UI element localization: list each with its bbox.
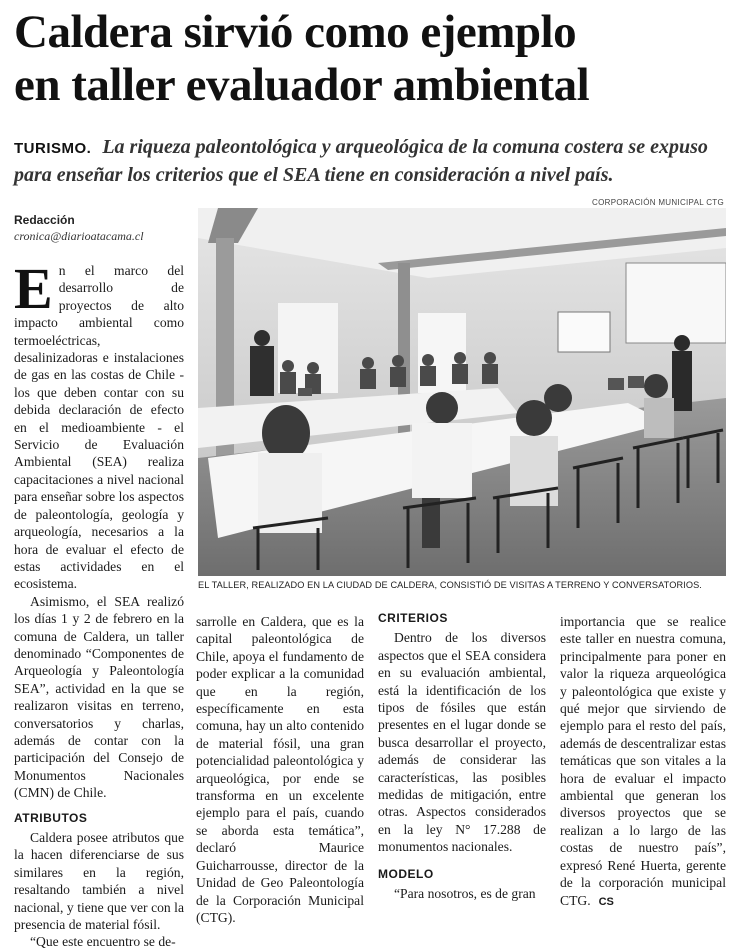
drop-cap: E xyxy=(14,256,53,321)
paragraph: “Que este encuentro se de- xyxy=(30,934,176,950)
headline-line-1: Caldera sirvió como ejemplo xyxy=(14,6,577,58)
photo-illustration xyxy=(198,208,726,576)
article-photo xyxy=(198,208,726,576)
column-4 xyxy=(560,613,726,911)
subhead-criterios: CRITERIOS xyxy=(378,611,448,625)
headline-line-2: en taller evaluador ambiental xyxy=(14,59,590,111)
deck xyxy=(14,134,726,188)
photo-caption: EL TALLER, REALIZADO EN LA CIUDAD DE CALDERA, CONSISTIÓ DE VISITAS A TERRENO Y CONVERSATORIOS. xyxy=(198,580,702,590)
subhead-atributos: ATRIBUTOS xyxy=(14,810,88,825)
author-email[interactable]: cronica@diarioatacama.cl xyxy=(14,229,144,243)
paragraph-intro xyxy=(14,256,184,593)
subhead-modelo: MODELO xyxy=(378,866,434,881)
paragraph: Caldera posee atributos que la hacen diferenciarse de sus similares en la región, resaltando también a nivel nacional, y tiene que ver con la presencia de material fósil. xyxy=(14,830,184,933)
paragraph: sarrolle en Caldera, que es la capital paleontológica de Chile, apoya el fundamento de poder explicar a la comunidad que en la región, específicamente en esta comuna, hay un alto contenido de material fósil, una gran potencialidad paleontológica y arqueológica, por ende se transforma en un excelente ejemplo para el país, cuando se aborda esta temática”, declaró Maurice Guicharrousse, director de la Unidad de Geo Paleontología de la Corporación Municipal (CTG). xyxy=(196,614,364,925)
deck-text: La riqueza paleontológica y arqueológica de la comuna costera se expuso para enseñar los criterios que el SEA tiene en consideración a nivel país. xyxy=(14,136,708,186)
column-3 xyxy=(378,604,546,903)
paragraph: Asimismo, el SEA realizó los días 1 y 2 de febrero en la comuna de Caldera, un taller denominado “Componentes de Arqueología y Paleontología SEA”, actividad en la que se realizaron visitas en terreno, conversatorios y charlas, además de contar con la participación del Consejo de Monumentos Nacionales (CMN) de Chile. xyxy=(14,593,184,801)
photo-credit: CORPORACIÓN MUNICIPAL CTG xyxy=(592,198,724,207)
intro-text: n el marco del desarrollo de proyectos de alto impacto ambiental como termoeléctricas, desalinizadoras e instalaciones de gas en las costas de Chile - los que deben contar con su debida declaración de efecto en el medioambiente - el Servicio de Evaluación Ambiental (SEA) realiza capacitaciones a nivel nacional para enseñar sobre los aspectos de paleontología, geología y arqueología, necesarios a la hora de evaluar el efecto de estas actividades en el ecosistema. xyxy=(14,263,184,592)
paragraph xyxy=(560,613,726,911)
paragraph: Dentro de los diversos aspectos que el SEA considera en su evaluación ambiental, está la identificación de los tipos de fósiles que están presentes en el lugar donde se busca desarrollar el proyecto, además de considerar las características, las posibles medidas de mitigación, entre otras. Aspectos considerados en la ley N° 17.288 de monumentos nacionales. xyxy=(378,630,546,855)
headline xyxy=(14,6,726,112)
author: Redacción xyxy=(14,213,75,227)
byline xyxy=(14,212,189,244)
paragraph: “Para nosotros, es de gran xyxy=(394,886,536,902)
paragraph-text: importancia que se realice este taller en nuestra comuna, principalmente para poner en valor la riqueza arqueológica y paleontológica que existe y qué mejor que sirviendo de ejemplo para el resto del país, además de descentralizar estas temáticas que son vitales a la hora de evaluar el impacto ambiental que generan los diversos proyectos que se realizan a lo largo de las costas de nuestro país”, expresó René Huerta, gerente de la corporación municipal CTG. xyxy=(560,614,726,908)
kicker: TURISMO. xyxy=(14,140,92,157)
column-1 xyxy=(14,256,184,951)
column-2 xyxy=(196,613,364,926)
end-mark: CS xyxy=(598,895,614,908)
